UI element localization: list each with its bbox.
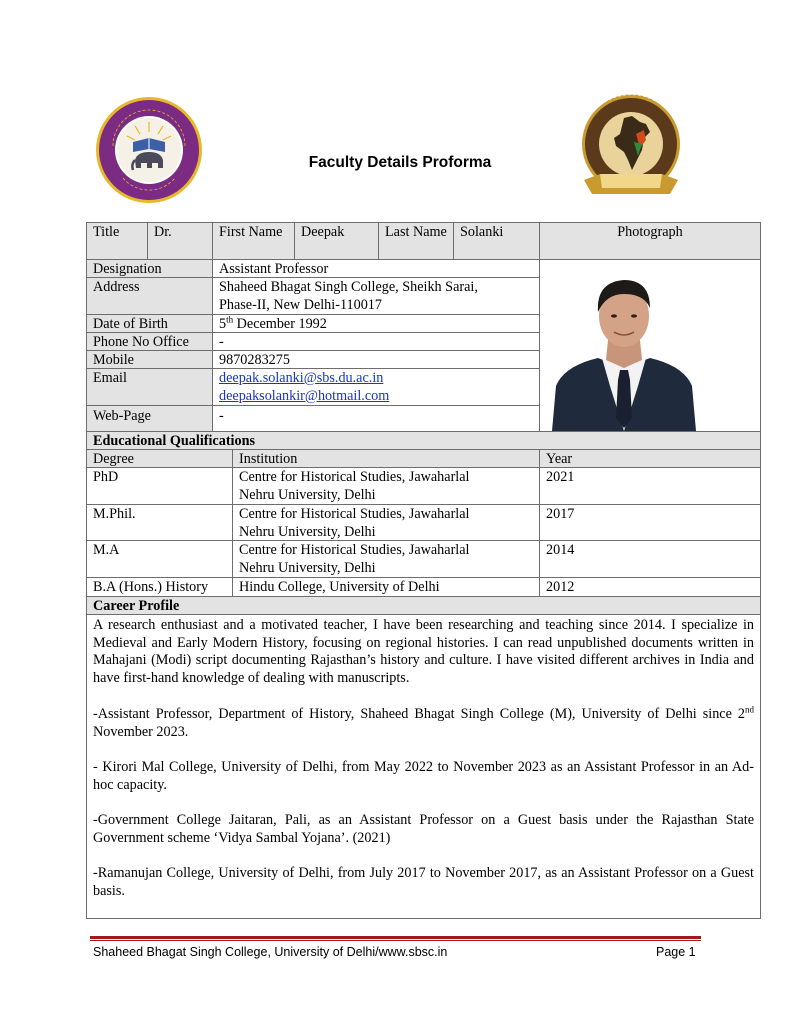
footer-text: Shaheed Bhagat Singh College, University of Delhi/www.sbsc.in <box>93 945 448 959</box>
address-label: Address <box>86 277 213 315</box>
email-link-1[interactable]: deepak.solanki@sbs.du.ac.in <box>219 370 384 386</box>
dob-day: 5 <box>219 316 227 332</box>
dob-label: Date of Birth <box>86 314 213 333</box>
career-item-1-text: -Assistant Professor, Department of History, Shaheed Bhagat Singh College (M), University of Delhi since 2 <box>93 706 745 722</box>
institution-line: Nehru University, Delhi <box>239 486 376 503</box>
first-name-value: Deepak <box>294 222 379 260</box>
mobile-value: 9870283275 <box>212 350 540 369</box>
dob-value <box>212 314 540 333</box>
career-section-header: Career Profile <box>86 596 761 615</box>
email-label: Email <box>86 368 213 406</box>
table-row-degree: M.Phil. <box>86 504 233 541</box>
dob-suffix: th <box>226 314 234 325</box>
phone-value: - <box>212 332 540 351</box>
dob-rest: December 1992 <box>233 316 327 332</box>
institution-line: Centre for Historical Studies, Jawaharlal <box>239 469 470 485</box>
table-row-institution <box>232 467 540 505</box>
email-value <box>212 368 540 406</box>
table-row-year: 2014 <box>539 540 761 578</box>
university-of-delhi-logo <box>95 96 203 204</box>
institution-line: Nehru University, Delhi <box>239 559 376 576</box>
table-row-institution <box>232 540 540 578</box>
table-row-year: 2012 <box>539 577 761 597</box>
career-item-2: - Kirori Mal College, University of Delhi, from May 2022 to November 2023 as an Assistant Professor in an Ad-hoc capacity. <box>93 759 754 793</box>
institution-line: Centre for Historical Studies, Jawaharlal <box>239 506 470 522</box>
designation-label: Designation <box>86 259 213 278</box>
webpage-value: - <box>212 405 540 432</box>
year-col-header: Year <box>539 449 761 468</box>
table-row-year: 2021 <box>539 467 761 505</box>
document-title: Faculty Details Proforma <box>308 154 492 171</box>
shaheed-bhagat-singh-college-logo <box>580 94 682 204</box>
career-item-1 <box>93 706 754 741</box>
career-item-3: -Government College Jaitaran, Pali, as an Assistant Professor on a Guest basis under the Rajasthan State Government scheme ‘Vidya Sambal Yojana’. (2021) <box>93 812 754 846</box>
photograph-label: Photograph <box>539 222 761 260</box>
last-name-value: Solanki <box>453 222 540 260</box>
footer-divider-thin <box>90 940 701 941</box>
title-label: Title <box>86 222 148 260</box>
mobile-label: Mobile <box>86 350 213 369</box>
career-item-4: -Ramanujan College, University of Delhi, from July 2017 to November 2017, as an Assistant Professor on a Guest basis. <box>93 865 754 899</box>
table-row-institution <box>232 504 540 541</box>
title-value: Dr. <box>147 222 213 260</box>
education-section-header: Educational Qualifications <box>86 431 761 450</box>
institution-line: Nehru University, Delhi <box>239 523 376 540</box>
institution-col-header: Institution <box>232 449 540 468</box>
designation-value: Assistant Professor <box>212 259 540 278</box>
first-name-label: First Name <box>212 222 295 260</box>
institution-line: Centre for Historical Studies, Jawaharlal <box>239 542 470 558</box>
email-link-2[interactable]: deepaksolankir@hotmail.com <box>219 387 390 404</box>
table-row-institution: Hindu College, University of Delhi <box>232 577 540 597</box>
last-name-label: Last Name <box>378 222 454 260</box>
table-row-year: 2017 <box>539 504 761 541</box>
address-line-2: Phase-II, New Delhi-110017 <box>219 296 382 313</box>
table-row-degree: B.A (Hons.) History <box>86 577 233 597</box>
career-item-1-tail: November 2023. <box>93 723 189 740</box>
faculty-photo <box>546 268 702 431</box>
career-intro: A research enthusiast and a motivated teacher, I have been researching and teaching since 2014. I specialize in Medieval and Early Modern History, focusing on regional histories. I can read unpublished documents written in Mahajani (Modi) script documenting Rajasthan’s history and culture. I have visited different archives in India and have first-hand knowledge of dealing with manuscripts. <box>93 617 754 686</box>
table-row-degree: PhD <box>86 467 233 505</box>
page-number: Page 1 <box>656 945 696 959</box>
address-line-1: Shaheed Bhagat Singh College, Sheikh Sarai, <box>219 279 478 295</box>
footer-divider <box>90 936 701 939</box>
webpage-label: Web-Page <box>86 405 213 432</box>
phone-label: Phone No Office <box>86 332 213 351</box>
address-value <box>212 277 540 315</box>
degree-col-header: Degree <box>86 449 233 468</box>
career-item-1-sup: nd <box>745 704 754 715</box>
table-row-degree: M.A <box>86 540 233 578</box>
